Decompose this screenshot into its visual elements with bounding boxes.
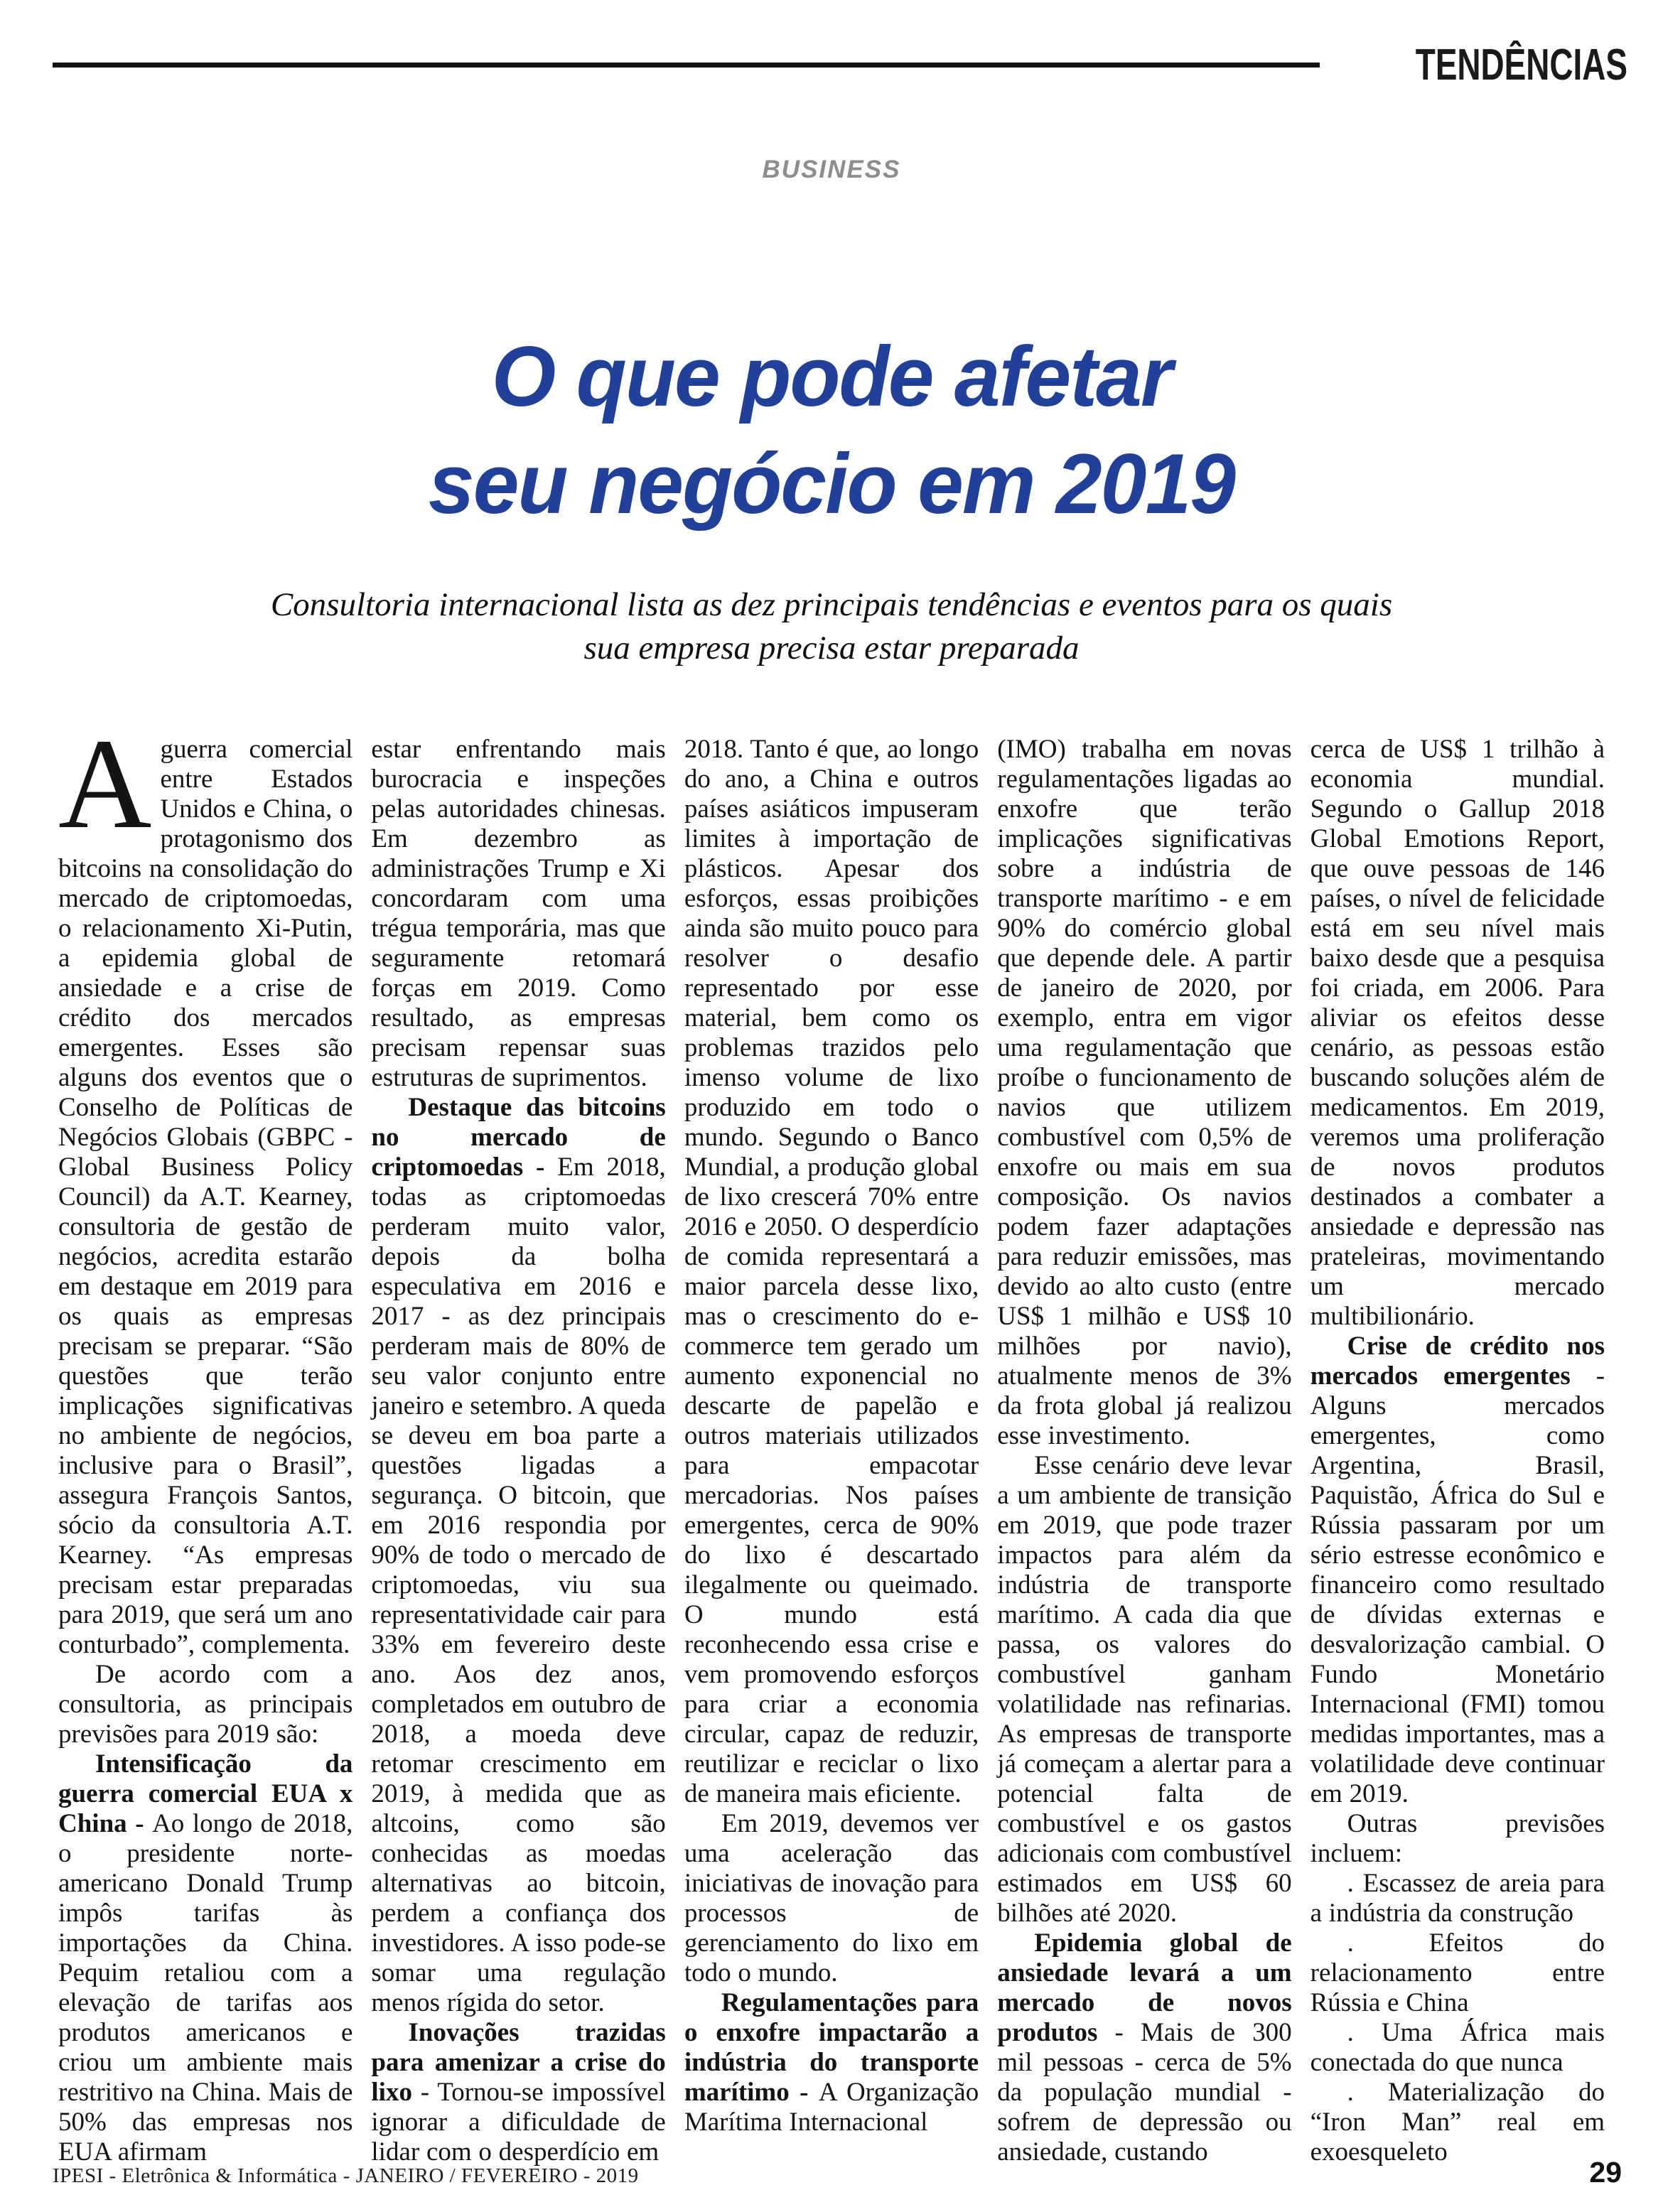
paragraph: Regulamentações para o enxofre impactarão a indústria do transporte marítimo - A Organização Marítima Internacional xyxy=(684,1987,979,2137)
section-label: TENDÊNCIAS xyxy=(1415,41,1627,90)
paragraph: Intensificação da guerra comercial EUA x China - Ao longo de 2018, o presidente norte-americano Donald Trump impôs tarifas às importações da China. Pequim retaliou com a elevação de tarifas aos produtos americanos e criou um ambiente mais restritivo na China. Mais de 50% das empresas nos EUA afirmam xyxy=(58,1749,353,2167)
paragraph: Aguerra comercial entre Estados Unidos e China, o protagonismo dos bitcoins na consolidação do mercado de criptomoedas, o relacionamento Xi-Putin, a epidemia global de ansiedade e a crise de crédito dos mercados emergentes. Esses são alguns dos eventos que o Conselho de Políticas de Negócios Globais (GBPC - Global Business Policy Council) da A.T. Kearney, consultoria de gestão de negócios, acredita estarão em destaque em 2019 para os quais as empresas precisam se preparar. “São questões que terão implicações significativas no ambiente de negócios, inclusive para o Brasil”, assegura François Santos, sócio da consultoria A.T. Kearney. “As empresas precisam estar preparadas para 2019, que será um ano conturbado”, complementa. xyxy=(58,712,353,1659)
text-column xyxy=(684,735,979,2167)
text-column xyxy=(1311,735,1605,2167)
run-in-heading: Intensificação da guerra comercial EUA x China - xyxy=(58,1749,353,1838)
paragraph: . Efeitos do relacionamento entre Rússia e China xyxy=(1310,1928,1605,2017)
text-column xyxy=(997,735,1291,2167)
paragraph: . Escassez de areia para a indústria da construção xyxy=(1310,1868,1605,1928)
article-body xyxy=(58,712,1605,2167)
paragraph: Crise de crédito nos mercados emergentes - Alguns mercados emergentes, como Argentina, Brasil, Paquistão, África do Sul e Rússia passaram por um sério estresse econômico e financeiro como resultado de dívidas externas e desvalorização cambial. O Fundo Monetário Internacional (FMI) tomou medidas importantes, mas a volatilidade deve continuar em 2019. xyxy=(1310,1331,1605,1808)
title-line-1: O que pode afetar xyxy=(491,329,1172,424)
text-column xyxy=(371,735,665,2167)
paragraph: Esse cenário deve levar a um ambiente de transição em 2019, que pode trazer impactos para além da indústria de transporte marítimo. A cada dia que passa, os valores do combustível ganham volatilidade nas refinarias. As empresas de transporte já começam a alertar para a potencial falta de combustível e os gastos adicionais com combustível estimados em US$ 60 bilhões até 2020. xyxy=(997,1450,1292,1928)
paragraph: . Materialização do “Iron Man” real em exoesqueleto xyxy=(1310,2077,1605,2167)
article-title xyxy=(0,323,1663,538)
run-in-heading: Regulamentações para o enxofre impactarão a indústria do transporte marítimo - xyxy=(684,1987,979,2107)
drop-cap: A xyxy=(58,712,152,856)
paragraph: cerca de US$ 1 trilhão à economia mundial. Segundo o Gallup 2018 Global Emotions Report, que ouve pessoas de 146 países, o nível de felicidade está em seu nível mais baixo desde que a pesquisa foi criada, em 2006. Para aliviar os efeitos desse cenário, as pessoas estão buscando soluções além de medicamentos. Em 2019, veremos uma proliferação de novos produtos destinados a combater a ansiedade e depressão nas prateleiras, movimentando um mercado multibilionário. xyxy=(1310,734,1605,1331)
paragraph: Em 2019, devemos ver uma aceleração das iniciativas de inovação para processos de gerenciamento do lixo em todo o mundo. xyxy=(684,1808,979,1987)
text-column xyxy=(58,712,353,2167)
paragraph: estar enfrentando mais burocracia e inspeções pelas autoridades chinesas. Em dezembro as administrações Trump e Xi concordaram com uma trégua temporária, mas que seguramente retomará forças em 2019. Como resultado, as empresas precisam repensar suas estruturas de suprimentos. xyxy=(371,734,666,1092)
header-rule xyxy=(53,63,1320,68)
paragraph: De acordo com a consultoria, as principais previsões para 2019 são: xyxy=(58,1659,353,1749)
paragraph: Inovações trazidas para amenizar a crise do lixo - Tornou-se impossível ignorar a dificuldade de lidar com o desperdício em xyxy=(371,2017,666,2167)
run-in-heading: Destaque das bitcoins no mercado de criptomoedas - xyxy=(371,1092,666,1182)
paragraph: Epidemia global de ansiedade levará a um mercado de novos produtos - Mais de 300 mil pessoas - cerca de 5% da população mundial - sofrem de depressão ou ansiedade, custando xyxy=(997,1928,1292,2167)
paragraph: Outras previsões incluem: xyxy=(1310,1808,1605,1868)
run-in-heading: Crise de crédito nos mercados emergentes xyxy=(1310,1331,1605,1391)
paragraph: (IMO) trabalha em novas regulamentações ligadas ao enxofre que terão implicações significativas sobre a indústria de transporte marítimo - e em 90% do comércio global que depende dele. A partir de janeiro de 2020, por exemplo, entra em vigor uma regulamentação que proíbe o funcionamento de navios que utilizem combustível com 0,5% de enxofre ou mais em sua composição. Os navios podem fazer adaptações para reduzir emissões, mas devido ao alto custo (entre US$ 1 milhão e US$ 10 milhões por navio), atualmente menos de 3% da frota global já realizou esse investimento. xyxy=(997,734,1292,1450)
paragraph: . Uma África mais conectada do que nunca xyxy=(1310,2017,1605,2077)
page-header xyxy=(0,0,1663,90)
run-in-heading: Inovações trazidas para amenizar a crise do lixo xyxy=(371,2017,666,2107)
footer-credit: IPESI - Eletrônica & Informática - JANEIRO / FEVEREIRO - 2019 xyxy=(53,2164,639,2187)
run-in-heading: Epidemia global de ansiedade levará a um mercado de novos produtos xyxy=(997,1928,1292,2047)
page-footer xyxy=(53,2156,1622,2189)
title-line-2: seu negócio em 2019 xyxy=(428,436,1235,532)
page-number: 29 xyxy=(1589,2156,1622,2189)
kicker-label: BUSINESS xyxy=(762,156,901,183)
paragraph: Destaque das bitcoins no mercado de criptomoedas - Em 2018, todas as criptomoedas perderam muito valor, depois da bolha especulativa em 2016 e 2017 - as dez principais perderam mais de 80% de seu valor conjunto entre janeiro e setembro. A queda se deveu em boa parte a questões ligadas a segurança. O bitcoin, que em 2016 respondia por 90% de todo o mercado de criptomoedas, viu sua representatividade cair para 33% em fevereiro deste ano. Aos dez anos, completados em outubro de 2018, a moeda deve retomar crescimento em 2019, à medida que as altcoins, como são conhecidas as moedas alternativas ao bitcoin, perdem a confiança dos investidores. A isso pode-se somar uma regulação menos rígida do setor. xyxy=(371,1092,666,2017)
article-subtitle: Consultoria internacional lista as dez principais tendências e eventos para os quais sua empresa precisa estar preparada xyxy=(270,586,1393,667)
paragraph: 2018. Tanto é que, ao longo do ano, a China e outros países asiáticos impuseram limites à importação de plásticos. Apesar dos esforços, essas proibições ainda são muito pouco para resolver o desafio representado por esse material, bem como os problemas trazidos pelo imenso volume de lixo produzido em todo o mundo. Segundo o Banco Mundial, a produção global de lixo crescerá 70% entre 2016 e 2050. O desperdício de comida representará a maior parcela desse lixo, mas o crescimento do e-commerce tem gerado um aumento exponencial no descarte de papelão e outros materiais utilizados para empacotar mercadorias. Nos países emergentes, cerca de 90% do lixo é descartado ilegalmente ou queimado. O mundo está reconhecendo essa crise e vem promovendo esforços para criar a economia circular, capaz de reduzir, reutilizar e reciclar o lixo de maneira mais eficiente. xyxy=(684,734,979,1808)
